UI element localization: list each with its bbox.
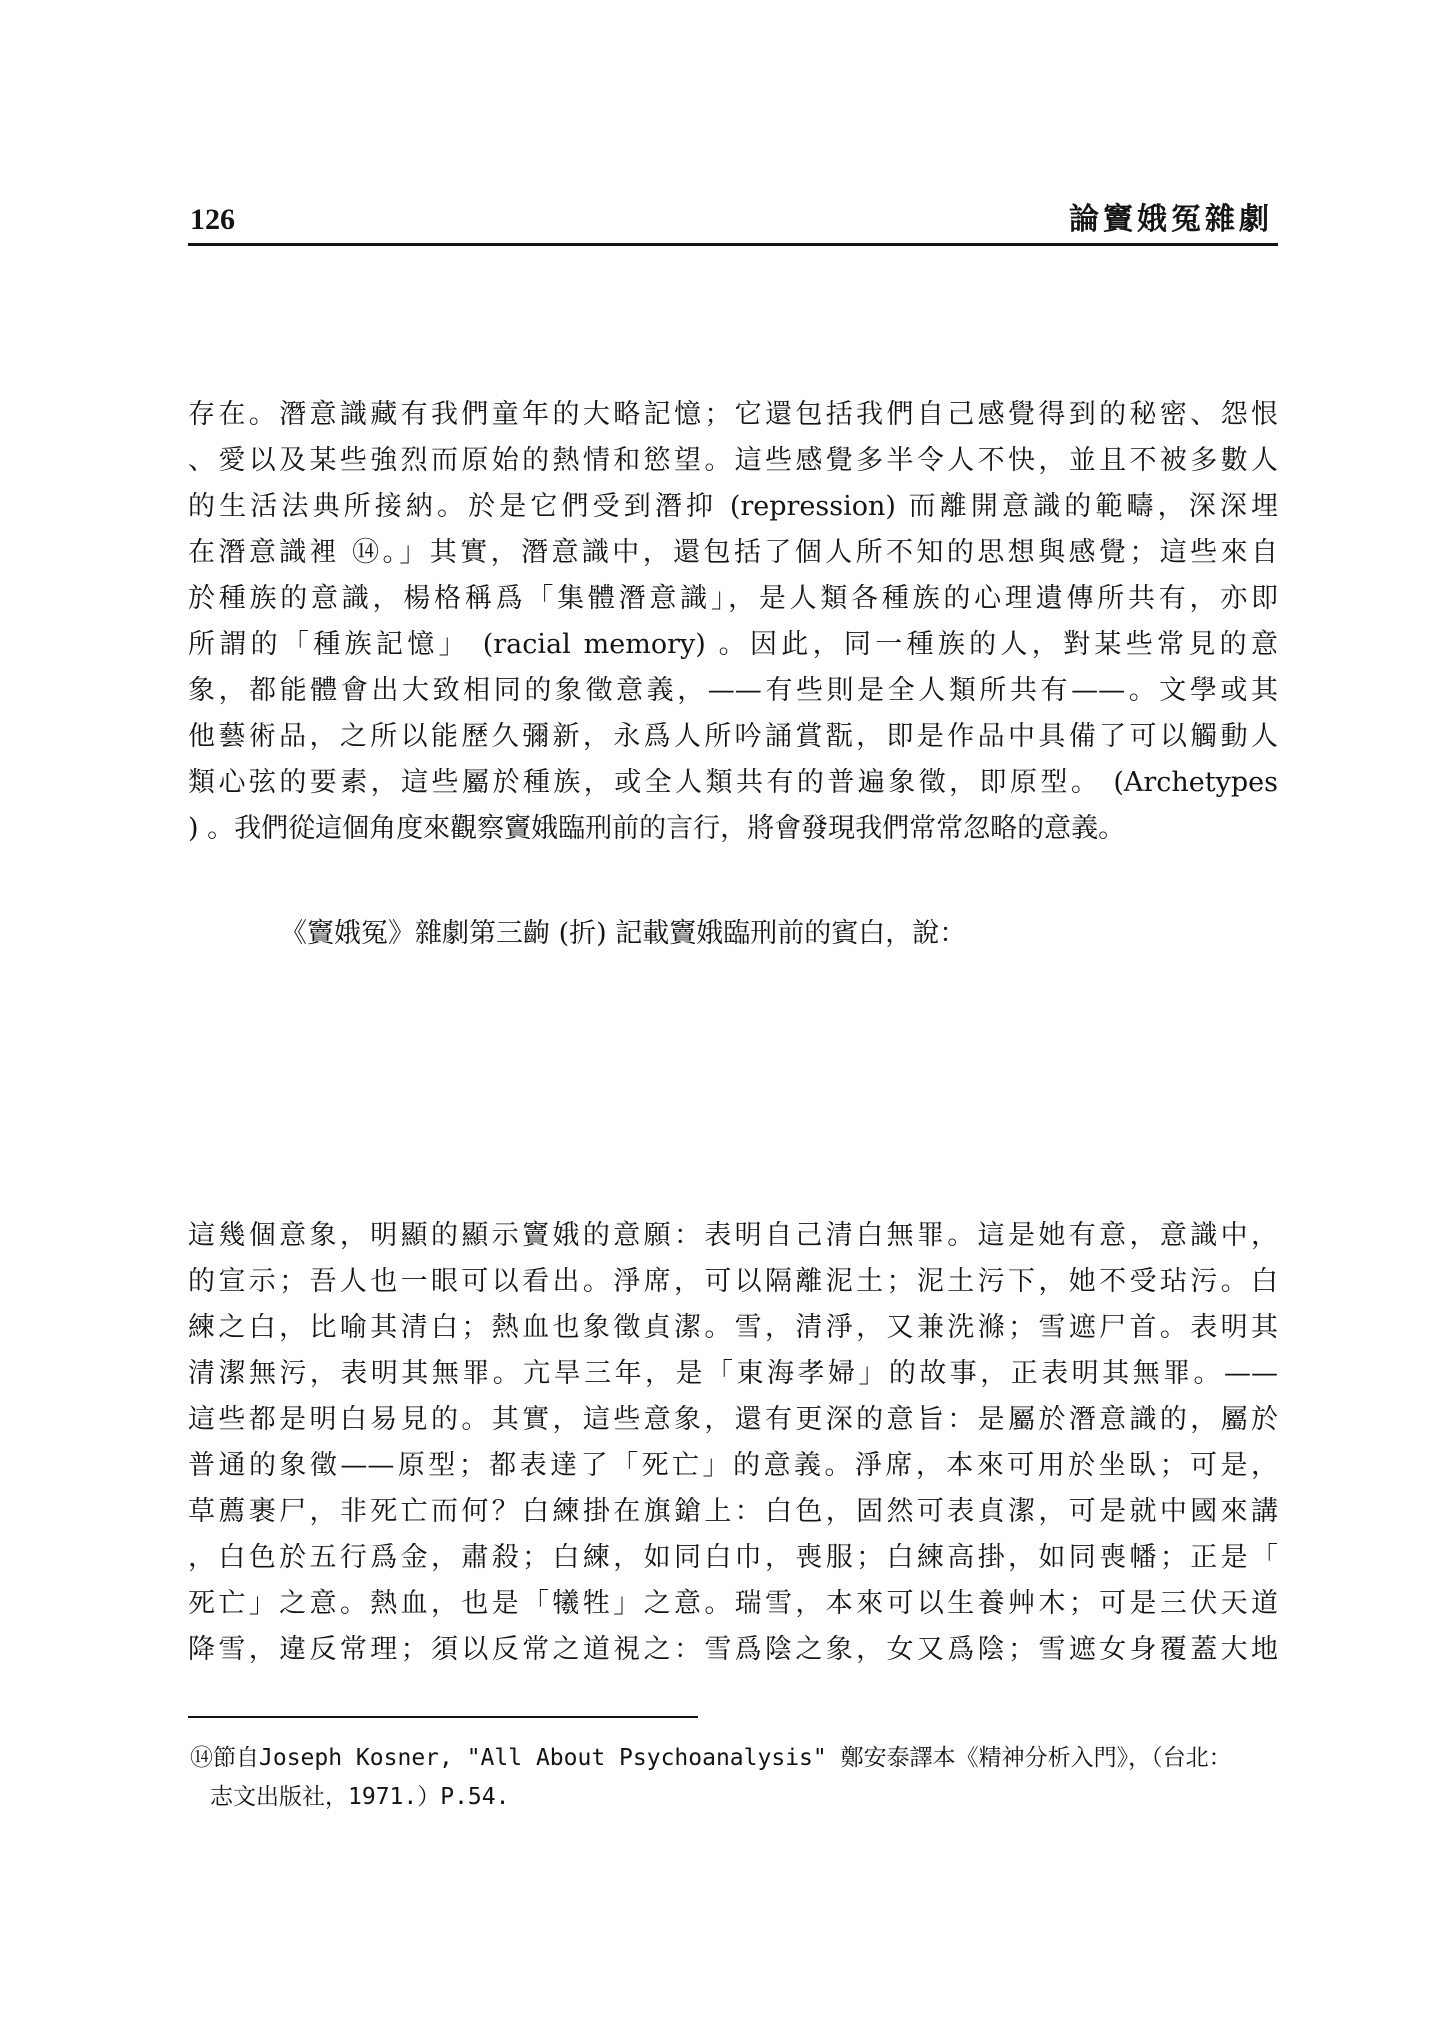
footnote-line: 志文出版社，1971.）P.54. [210, 1784, 510, 1810]
text-line: 降雪，違反常理；須以反常之道視之：雪爲陰之象，女又爲陰；雪遮女身覆蓋大地 [188, 1634, 1278, 1665]
text-line: ，白色於五行爲金，肅殺；白練，如同白巾，喪服；白練高掛，如同喪幡；正是「 [188, 1542, 1278, 1573]
text-line: 的宣示；吾人也一眼可以看出。淨席，可以隔離泥土；泥土污下，她不受玷污。白 [188, 1266, 1278, 1297]
text-line: 練之白，比喻其清白；熱血也象徵貞潔。雪，清淨，又兼洗滌；雪遮尸首。表明其 [188, 1312, 1278, 1343]
page-number: 126 [190, 203, 235, 236]
text-line: 這幾個意象，明顯的顯示竇娥的意願：表明自己清白無罪。這是她有意，意識中， [188, 1220, 1278, 1251]
text-line: 這些都是明白易見的。其實，這些意象，還有更深的意旨：是屬於潛意識的，屬於 [188, 1404, 1278, 1435]
text-line: 《竇娥冤》雜劇第三齣 (折) 記載竇娥臨刑前的賓白，說： [280, 918, 967, 949]
text-line: 所謂的「種族記憶」 (racial memory) 。因此，同一種族的人，對某些常見的意 [188, 629, 1278, 660]
text-line: 、愛以及某些強烈而原始的熱情和慾望。這些感覺多半令人不快，並且不被多數人 [188, 445, 1278, 476]
text-line: 於種族的意識，楊格稱爲「集體潛意識」，是人類各種族的心理遺傳所共有，亦即 [188, 583, 1278, 614]
footnote-rule [188, 1716, 698, 1718]
text-line: 在潛意識裡 ⑭。」其實，潛意識中，還包括了個人所不知的思想與感覺；這些來自 [188, 537, 1278, 568]
text-line: 死亡」之意。熱血，也是「犧牲」之意。瑞雪，本來可以生養艸木；可是三伏天道 [188, 1588, 1278, 1619]
text-line: 草薦裹尸，非死亡而何？白練掛在旗鎗上：白色，固然可表貞潔，可是就中國來講 [188, 1496, 1278, 1527]
text-line: 清潔無污，表明其無罪。亢旱三年，是「東海孝婦」的故事，正表明其無罪。—— [188, 1358, 1278, 1389]
footnote-line: ⑭節自Joseph Kosner, "All About Psychoanalysis" 鄭安泰譯本《精神分析入門》，（台北： [190, 1745, 1232, 1771]
running-title: 論竇娥冤雜劇 [1069, 202, 1273, 237]
header-rule [188, 243, 1278, 246]
text-line: 普通的象徵——原型；都表達了「死亡」的意義。淨席，本來可用於坐臥；可是， [188, 1450, 1278, 1481]
text-line: 的生活法典所接納。於是它們受到潛抑 (repression) 而離開意識的範疇，深深埋 [188, 491, 1278, 522]
text-line: 象，都能體會出大致相同的象徵意義，——有些則是全人類所共有——。文學或其 [188, 675, 1278, 706]
text-line: 存在。潛意識藏有我們童年的大略記憶；它還包括我們自己感覺得到的秘密、怨恨 [188, 399, 1278, 430]
text-line: 他藝術品，之所以能歷久彌新，永爲人所吟誦賞翫，即是作品中具備了可以觸動人 [188, 721, 1278, 752]
text-line: ) 。我們從這個角度來觀察竇娥臨刑前的言行，將會發現我們常常忽略的意義。 [188, 813, 1126, 844]
text-line: 類心弦的要素，這些屬於種族，或全人類共有的普遍象徵，即原型。 (Archetypes [188, 767, 1278, 798]
